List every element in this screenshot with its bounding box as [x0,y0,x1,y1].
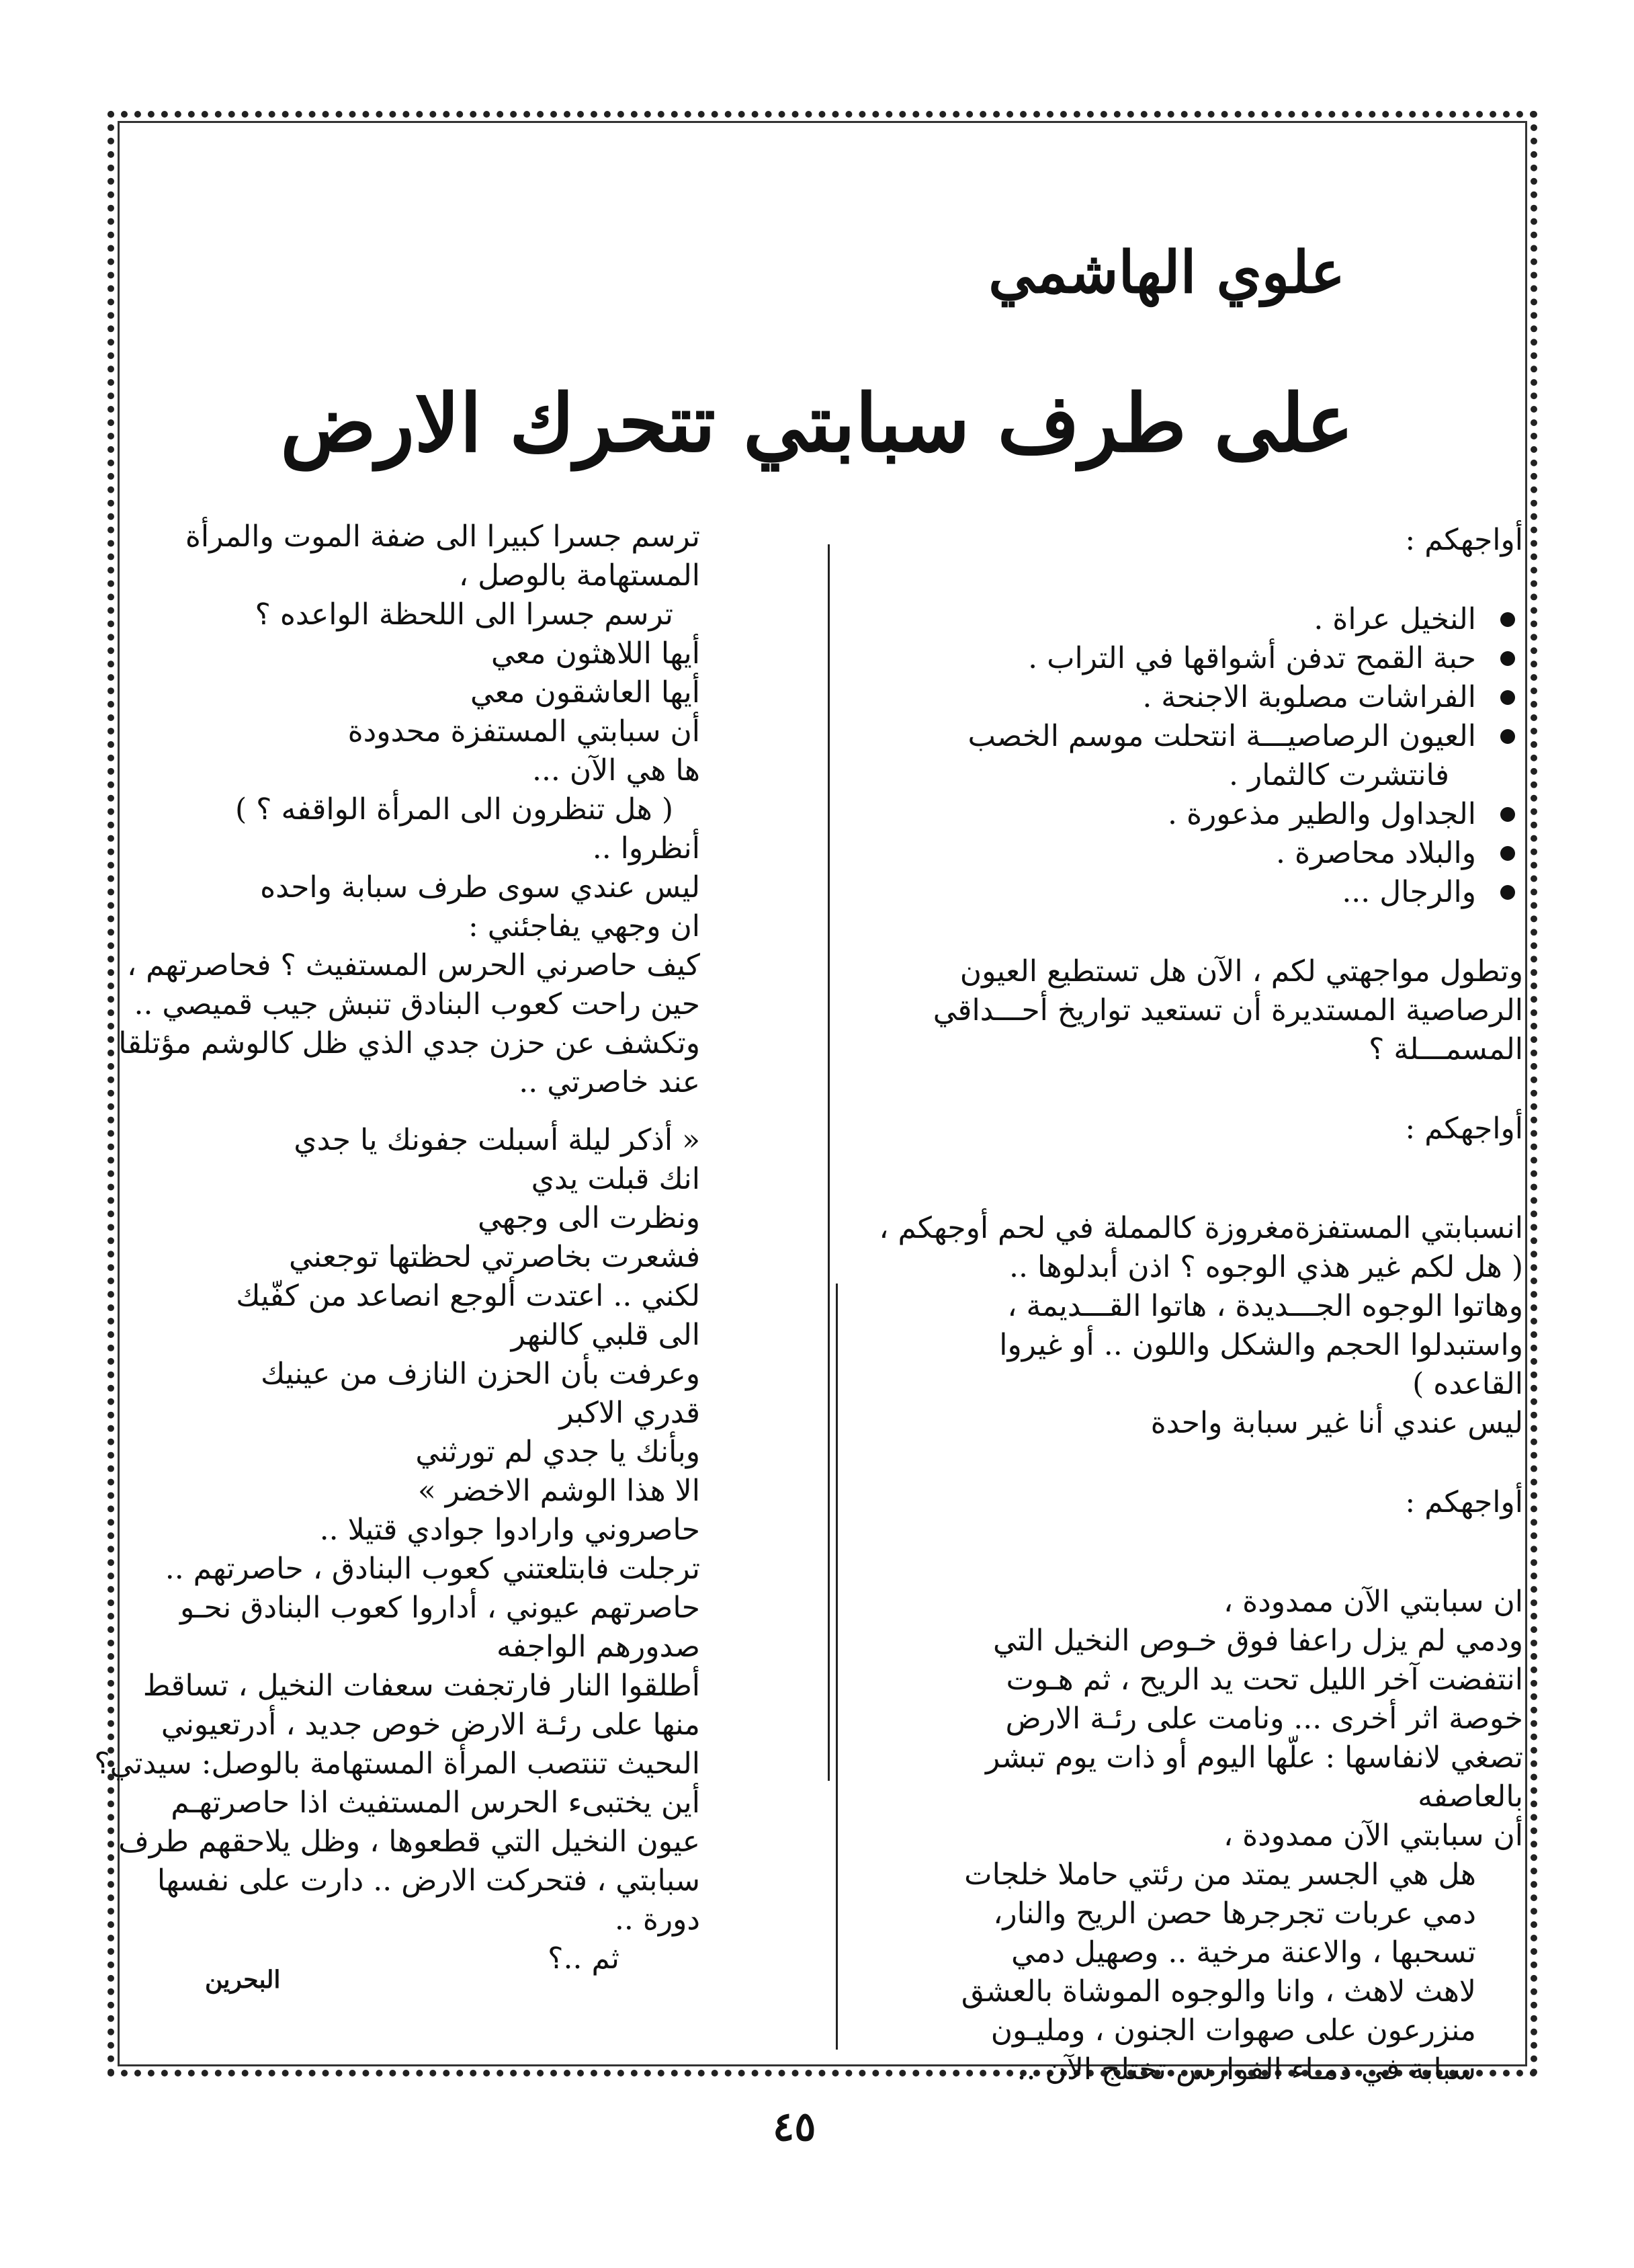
quote-line: « أذكر ليلة أسبلت جفونك يا جدي [294,1123,700,1157]
quote-line: لكني .. اعتدت ألوجع انصاعد من كفّيك [236,1279,700,1313]
verse-line: تسحبها ، والاعنة مرخية .. وصهيل دمي [1011,1935,1476,1970]
quote-line: الا هذا الوشم الاخضر » [417,1474,700,1508]
verse-line: ثم ..؟ [548,1941,619,1976]
verse-line: سبابتي ، فتحركت الارض .. دارت على نفسها [157,1863,700,1898]
spacer [878,1069,1523,1109]
spacer [878,912,1523,952]
verse-line: كيف حاصرني الحرس المستفيث ؟ فحاصرتهم ، [126,948,700,982]
bullet-icon [1500,690,1515,705]
verse-line: ودمي لم يزل راعفا فوق خـوص النخيل التي [993,1624,1523,1658]
page-number: ٤٥ [773,2103,816,2150]
verse-line: صدورهم الواجفه [496,1630,700,1664]
bullet-icon [1500,729,1515,744]
spacer [878,1443,1523,1483]
verse-line: أين يختبىء الحرس المستفيث اذا حاصرتهـم [171,1786,700,1820]
verse-line: عيون النخيل التي قطعوها ، وظل يلاحقهم طرف [118,1824,700,1859]
bullet-list [878,600,1523,912]
verse-line: عند خاصرتي .. [519,1065,700,1099]
verse-line: ( هل تنظرون الى المرأة الواقفه ؟ ) [235,792,673,827]
list-item-text: النخيل عراة . [1314,602,1476,636]
verse-line: بالعاصفه [1418,1779,1523,1814]
verse-line: وتطول مواجهتي لكم ، الآن هل تستطيع العيون [959,954,1523,989]
bullet-icon [1500,651,1515,666]
list-item [878,873,1476,912]
section-heading: أواجهكم : [1405,1485,1523,1519]
bullet-icon [1500,807,1515,822]
section-heading: أواجهكم : [1405,523,1523,557]
list-item [878,600,1476,639]
verse-line: منزرعون على صهوات الجنون ، ومليـون [990,2013,1476,2048]
list-item-text: والرجال ... [1342,875,1476,909]
quote-line: الى قلبي كالنهر [511,1318,700,1352]
verse-line: وتكشف عن حزن جدي الذي ظل كالوشم مؤتلقا [118,1026,700,1060]
verse-line: الرصاصية المستديرة أن تستعيد تواريخ أحـــداقي [933,993,1523,1027]
verse-line: انسبابتي المستفزةمغروزة كالمملة في لحم أوجهكم ، [879,1211,1523,1245]
verse-line: انتفضت آخر الليل تحت يد الريح ، ثم هـوت [1006,1663,1523,1697]
verse-line: ( هل لكم غير هذي الوجوه ؟ اذن أبدلوها .. [1009,1250,1523,1284]
verse-line: وهاتوا الوجوه الجـــديدة ، هاتوا القـــديمة ، [1007,1289,1523,1323]
verse-line: منها على رئـة الارض خوص جديد ، أدرتعيوني [161,1708,700,1742]
place-signature: البحرين [205,1966,281,1994]
verse-line: خوصة اثر أخرى ... ونامت على رئـة الارض [1005,1702,1523,1736]
list-item-text: العيون الرصاصيـــة انتحلت موسم الخصب [968,719,1476,753]
verse-line: أيها العاشقون معي [470,675,700,710]
list-item [878,717,1476,756]
verse-line: أنظروا .. [592,831,700,866]
list-item-continuation [878,756,1476,795]
left-column [94,517,700,1978]
spacer [878,1522,1523,1583]
column-divider-upper [828,544,830,1781]
verse-line: ليس عندي أنا غير سبابة واحدة [1150,1406,1523,1440]
verse-line: لاهث لاهث ، وانا والوجوه الموشاة بالعشق [961,1974,1476,2009]
quote-line: ونظرت الى وجهي [478,1201,700,1235]
right-column [878,521,1523,2089]
spacer [878,560,1523,600]
quote-line: قدري الاكبر [559,1396,700,1430]
verse-line: أن سبابتي المستفزة محدودة [347,714,700,749]
list-item [878,795,1476,834]
bullet-icon [1500,846,1515,861]
bullet-icon [1500,885,1515,900]
verse-line: أيها اللاهثون معي [490,636,700,671]
verse-line: دورة .. [614,1902,700,1937]
verse-line: هل هي الجسر يمتد من رئتي حاملا خلجات [964,1857,1476,1892]
verse-line: تصغي لانفاسها : علّها اليوم أو ذات يوم تبشر [986,1740,1523,1775]
list-item [878,639,1476,678]
list-item-text: والبلاد محاصرة . [1275,836,1476,870]
poem-title: على طرف سبابتي تتحرك الارض [280,376,1354,470]
list-item [878,678,1476,717]
verse-line: ان سبابتي الآن ممدودة ، [1223,1585,1523,1619]
verse-line: حاصروني وارادوا جوادي قتيلا .. [319,1513,700,1547]
verse-line: المستهامة بالوصل ، [458,558,700,593]
spacer [122,1102,700,1121]
section-heading: أواجهكم : [1405,1111,1523,1146]
list-item-text: حبة القمح تدفن أشواقها في التراب . [1028,641,1476,675]
verse-line: حاصرتهم عيوني ، أداروا كعوب البنادق نحـو [179,1591,700,1625]
verse-line: دمي عربات تجرجرها حصن الريح والنار، [993,1896,1476,1931]
verse-line: المسمـــلة ؟ [1369,1032,1523,1066]
author-name: علوي الهاشمي [988,239,1345,306]
verse-line: أطلقوا النار فارتجفت سعفات النخيل ، تساقط [142,1669,700,1703]
quote-line: فشعرت بخاصرتي لحظتها توجعني [288,1240,700,1274]
list-item-text: فانتشرت كالثمار . [1228,758,1449,792]
quote-line: انك قبلت يدي [531,1162,700,1196]
verse-line: ترسم جسرا الى اللحظة الواعده ؟ [255,597,673,632]
quote-line: وعرفت بأن الحزن النازف من عينيك [261,1357,700,1391]
verse-line: حين راحت كعوب البنادق تنبش جيب قميصي .. [134,987,700,1021]
verse-line: سبابة في دمـاء الفوارس تختلج الآن .. [1017,2052,1476,2087]
list-item-text: الفراشات مصلوبة الاجنحة . [1142,680,1476,714]
verse-line: ترسم جسرا كبيرا الى ضفة الموت والمرأة [185,519,700,554]
list-item [878,834,1476,873]
column-divider-lower [836,1284,838,2050]
verse-line: ها هي الآن ... [531,753,700,788]
verse-line: أن سبابتي الآن ممدودة ، [1223,1818,1523,1853]
verse-line: ان وجهي يفاجئني : [468,909,700,943]
verse-line: ترجلت فابتلعتني كعوب البنادق ، حاصرتهم .. [165,1552,700,1586]
list-item-text: الجداول والطير مذعورة . [1168,797,1476,831]
verse-line: ليس عندي سوى طرف سبابة واحده [260,870,700,905]
spacer [878,1148,1523,1209]
verse-line: القاعده ) [1412,1367,1523,1401]
verse-line: الىحيث تنتصب المرأة المستهامة بالوصل: سيدتي؟ [94,1747,700,1781]
bullet-icon [1500,612,1515,627]
quote-line: وبأنك يا جدي لم تورثني [415,1435,700,1469]
verse-line: واستبدلوا الحجم والشكل واللون .. أو غيروا [999,1328,1523,1362]
